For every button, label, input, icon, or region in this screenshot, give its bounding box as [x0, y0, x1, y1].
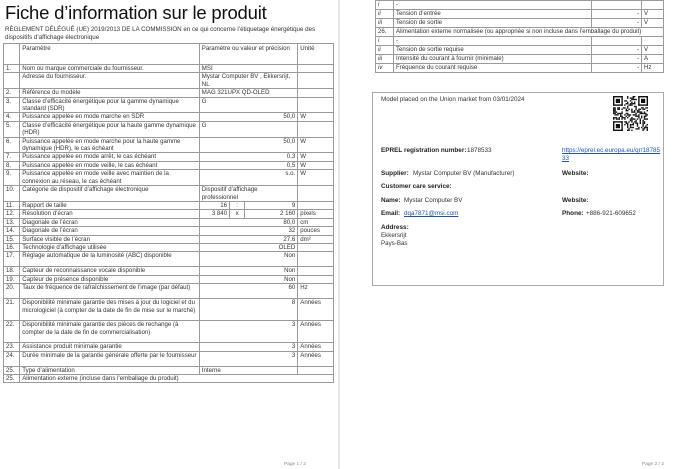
row-parameter: Classe d’efficacité énergétique pour la haute gamme dynamique (HDR)	[20, 121, 200, 137]
row-value: 80,0	[199, 218, 297, 226]
supplier-website-label: Website:	[562, 170, 589, 177]
row-number: i	[376, 37, 394, 46]
table-row	[4, 243, 334, 251]
row-parameter: Puissance appelée en mode marche pour la haute gamme dynamique (HDR), le cas échéant	[20, 137, 200, 153]
row-unit	[298, 275, 334, 283]
row-unit: Années	[298, 299, 334, 321]
row-parameter: Puissance appelée en mode marche en SDR	[20, 113, 200, 121]
row-value: 3	[199, 321, 297, 343]
row-value: Non	[199, 267, 297, 275]
table-row	[4, 201, 334, 209]
row-number: 20.	[4, 284, 20, 299]
address-line: Pays-Bas	[381, 240, 408, 247]
row-parameter: Intensité du courant à fournir (minimale)	[394, 55, 592, 64]
row-unit: V	[642, 19, 664, 28]
row-number: 7.	[4, 153, 20, 161]
row-unit: pouces	[298, 227, 334, 235]
row-parameter: Adresse du fournisseur.	[20, 73, 200, 89]
row-number: 22.	[4, 321, 20, 343]
row-number: 25.	[4, 366, 20, 374]
table-row	[4, 161, 334, 169]
row-value-a: 16	[199, 201, 229, 209]
row-number: 2.	[4, 89, 20, 97]
row-value-b: 9	[245, 201, 298, 209]
row-value	[592, 37, 642, 46]
page-number: Page 1 / 2	[284, 462, 306, 467]
table-row	[4, 113, 334, 121]
table-row	[4, 227, 334, 235]
row-parameter: Puissance appelée en mode veille avec maintien de la connexion au réseau, le cas échéant	[20, 170, 200, 186]
name-label: Name:	[381, 197, 401, 204]
regulation-subtitle: RÈGLEMENT DÉLÉGUÉ (UE) 2019/2013 DE LA COMMISSION en ce qui concerne l’étiquetage énergétique des dispositifs d’affichage électronique	[5, 26, 316, 41]
row-number: 10.	[4, 186, 20, 202]
row-value	[592, 1, 642, 10]
row-parameter: Alimentation externe (incluse dans l’emballage du produit)	[20, 374, 334, 382]
row-unit: dm²	[298, 235, 334, 243]
power-supply-table	[375, 0, 664, 73]
row-parameter: Rapport de taille	[20, 201, 200, 209]
header-number	[4, 44, 20, 65]
row-number: 14.	[4, 227, 20, 235]
row-value: 3	[199, 343, 297, 351]
row-parameter: Surface visible de l’écran	[20, 235, 200, 243]
row-unit	[642, 1, 664, 10]
table-row	[4, 210, 334, 218]
row-number: 5.	[4, 121, 20, 137]
row-value: Mystar Computer BV , Ekkersrijt, NL	[199, 73, 297, 89]
row-parameter: Capteur de reconnaissance vocale disponible	[20, 267, 200, 275]
table-row	[376, 46, 664, 55]
row-parameter: -	[394, 37, 592, 46]
row-number: 8.	[4, 161, 20, 169]
row-unit: Années	[298, 351, 334, 366]
row-number: 9.	[4, 170, 20, 186]
table-row	[376, 10, 664, 19]
row-value: Dispositif d’affichage professionnel	[199, 186, 297, 202]
row-parameter: Catégorie de dispositif d’affichage électronique	[20, 186, 200, 202]
row-parameter: Capteur de présence disponible	[20, 275, 200, 283]
row-unit: cm	[298, 218, 334, 226]
page-title: Fiche d’information sur le produit	[5, 2, 267, 23]
row-unit: Hz	[642, 64, 664, 73]
row-parameter: Puissance appelée en mode veille, le cas échéant	[20, 161, 200, 169]
row-value: G	[199, 97, 297, 113]
table-row	[4, 235, 334, 243]
row-value: OLED	[199, 243, 297, 251]
row-number: iii	[376, 55, 394, 64]
row-number: 23.	[4, 343, 20, 351]
row-parameter: Nom ou marque commerciale du fournisseur.	[20, 65, 200, 73]
row-parameter: Disponibilité minimale garantie des pièces de rechange (à compter de la date de fin de commercialisation)	[20, 321, 200, 343]
row-value-a: 3 840	[199, 210, 229, 218]
row-unit: W	[298, 153, 334, 161]
row-unit: Années	[298, 343, 334, 351]
row-unit	[298, 97, 334, 113]
row-number: ii	[376, 10, 394, 19]
row-number: iii	[376, 19, 394, 28]
header-value: Paramètre ou valeur et précision	[199, 44, 297, 65]
row-value: -	[592, 46, 642, 55]
row-parameter: Tension de sortie	[394, 19, 592, 28]
row-value: -	[592, 64, 642, 73]
row-unit: Hz	[298, 284, 334, 299]
row-unit	[298, 201, 334, 209]
row-unit: V	[642, 10, 664, 19]
product-info-table	[3, 43, 334, 383]
table-row	[4, 275, 334, 283]
row-value: 32	[199, 227, 297, 235]
row-value: Non	[199, 275, 297, 283]
header-unit: Unité	[298, 44, 334, 65]
row-parameter: Tension d’entrée	[394, 10, 592, 19]
table-row	[376, 1, 664, 10]
row-parameter: -	[394, 1, 592, 10]
row-parameter: Résolution d’écran	[20, 210, 200, 218]
table-row	[4, 89, 334, 97]
table-row	[376, 37, 664, 46]
row-unit: W	[298, 137, 334, 153]
table-row	[4, 97, 334, 113]
row-unit	[298, 186, 334, 202]
row-unit: W	[298, 161, 334, 169]
row-parameter: Type d’alimentation	[20, 366, 200, 374]
care-website-label: Website:	[562, 197, 589, 204]
table-row	[4, 284, 334, 299]
page-number: Page 2 / 2	[642, 462, 664, 467]
row-unit	[298, 366, 334, 374]
row-parameter: Assistance produit minimale garantie	[20, 343, 200, 351]
row-value: Non	[199, 252, 297, 267]
row-value: 50,0	[199, 113, 297, 121]
row-value: G	[199, 121, 297, 137]
row-parameter: Classe d’efficacité énergétique pour la gamme dynamique standard (SDR)	[20, 97, 200, 113]
row-number: 17.	[4, 252, 20, 267]
row-parameter: Alimentation externe normalisée (ou appropriée si non incluse dans l’emballage du produit)	[394, 28, 664, 37]
row-value: 27,6	[199, 235, 297, 243]
row-number	[4, 73, 20, 89]
row-unit	[298, 121, 334, 137]
row-number: 26.	[376, 28, 394, 37]
eprel-label: EPREL registration number:	[381, 147, 467, 154]
table-row	[4, 186, 334, 202]
row-number: 24.	[4, 351, 20, 366]
row-parameter: Technologie d’affichage utilisée	[20, 243, 200, 251]
row-parameter: Tension de sortie requise	[394, 46, 592, 55]
row-unit	[298, 65, 334, 73]
table-row	[4, 153, 334, 161]
row-number: 16.	[4, 243, 20, 251]
row-number: 11.	[4, 201, 20, 209]
table-row	[4, 366, 334, 374]
supplier-value: Mystar Computer BV (Manufacturer)	[413, 170, 515, 177]
table-row	[4, 218, 334, 226]
row-unit: W	[298, 170, 334, 186]
table-row	[4, 170, 334, 186]
row-number: 4.	[4, 113, 20, 121]
row-number: 15.	[4, 235, 20, 243]
row-value: 3	[199, 351, 297, 366]
row-value: 8	[199, 299, 297, 321]
row-parameter: Puissance appelée en mode arrêt, le cas échéant	[20, 153, 200, 161]
table-row	[4, 374, 334, 382]
row-unit	[298, 267, 334, 275]
supplier-label: Supplier:	[381, 170, 409, 177]
table-row	[4, 65, 334, 73]
row-number: 12.	[4, 210, 20, 218]
row-number: 25.	[4, 374, 20, 382]
row-parameter: Référence du modèle	[20, 89, 200, 97]
row-unit	[298, 243, 334, 251]
table-row	[4, 299, 334, 321]
address-block	[381, 232, 407, 248]
row-value: MSI	[199, 65, 297, 73]
address-label: Address:	[381, 224, 409, 231]
table-row	[376, 55, 664, 64]
row-number: 3.	[4, 97, 20, 113]
row-number: 6.	[4, 137, 20, 153]
table-row	[4, 137, 334, 153]
row-number: 18.	[4, 267, 20, 275]
row-unit	[642, 37, 664, 46]
row-unit: V	[642, 46, 664, 55]
market-date-note: Model placed on the Union market from 03/01/2024	[381, 96, 525, 103]
customer-care-label: Customer care service:	[381, 183, 452, 190]
row-number: iv	[376, 64, 394, 73]
row-unit: W	[298, 113, 334, 121]
email-label: Email:	[381, 210, 401, 217]
row-unit	[298, 252, 334, 267]
row-number: 1.	[4, 65, 20, 73]
table-header-row	[4, 44, 334, 65]
row-unit: Années	[298, 321, 334, 343]
row-value-separator: :	[230, 201, 245, 209]
row-value: -	[592, 19, 642, 28]
row-number: i	[376, 1, 394, 10]
table-row	[376, 19, 664, 28]
table-row	[4, 121, 334, 137]
row-number: 21.	[4, 299, 20, 321]
phone-value: +886-921-609652	[586, 210, 636, 217]
row-parameter: Disponibilité minimale garantie des mises à jour du logiciel et du micrologiciel (à compter de la date de fin de mise sur le marché)	[20, 299, 200, 321]
table-row	[4, 351, 334, 366]
name-value: Mystar Computer BV	[404, 197, 463, 204]
table-row	[4, 343, 334, 351]
row-value: 50,0	[199, 137, 297, 153]
table-row	[376, 28, 664, 37]
row-value: -	[592, 55, 642, 64]
row-unit	[298, 89, 334, 97]
header-parameter: Paramètre	[20, 44, 200, 65]
row-value: -	[592, 10, 642, 19]
row-number: ii	[376, 46, 394, 55]
eprel-link[interactable]: https://eprel.ec.europa.eu/qr/1878533	[562, 147, 661, 162]
table-row	[4, 267, 334, 275]
row-unit: A	[642, 55, 664, 64]
row-value: s.o.	[199, 170, 297, 186]
row-parameter: Réglage automatique de la luminosité (ABC) disponible	[20, 252, 200, 267]
row-value: 60	[199, 284, 297, 299]
row-number: 13.	[4, 218, 20, 226]
table-row	[4, 73, 334, 89]
row-parameter: Fréquence du courant requise	[394, 64, 592, 73]
row-parameter: Durée minimale de la garantie générale offerte par le fournisseur	[20, 351, 200, 366]
row-value: 0,5	[199, 161, 297, 169]
phone-label: Phone:	[562, 210, 584, 217]
row-value-b: 2 160	[245, 210, 298, 218]
row-value: MAG 321UPX QD-OLED	[199, 89, 297, 97]
row-value: Interne	[199, 366, 297, 374]
table-row	[376, 64, 664, 73]
table-row	[4, 252, 334, 267]
row-parameter: Diagonale de l’écran	[20, 218, 200, 226]
row-parameter: Diagonale de l’écran	[20, 227, 200, 235]
row-unit	[298, 73, 334, 89]
email-link[interactable]: dqa7871@msi.com	[404, 210, 459, 217]
eprel-number: 1878533	[467, 147, 492, 154]
row-parameter: Taux de fréquence de rafraîchissement de l’image (par défaut)	[20, 284, 200, 299]
table-row	[4, 321, 334, 343]
row-value-separator: x	[230, 210, 245, 218]
qr-code[interactable]	[613, 96, 648, 131]
row-number: 19.	[4, 275, 20, 283]
row-unit: pixels	[298, 210, 334, 218]
address-line: Ekkersrijt	[381, 232, 407, 239]
row-value: 0,3	[199, 153, 297, 161]
